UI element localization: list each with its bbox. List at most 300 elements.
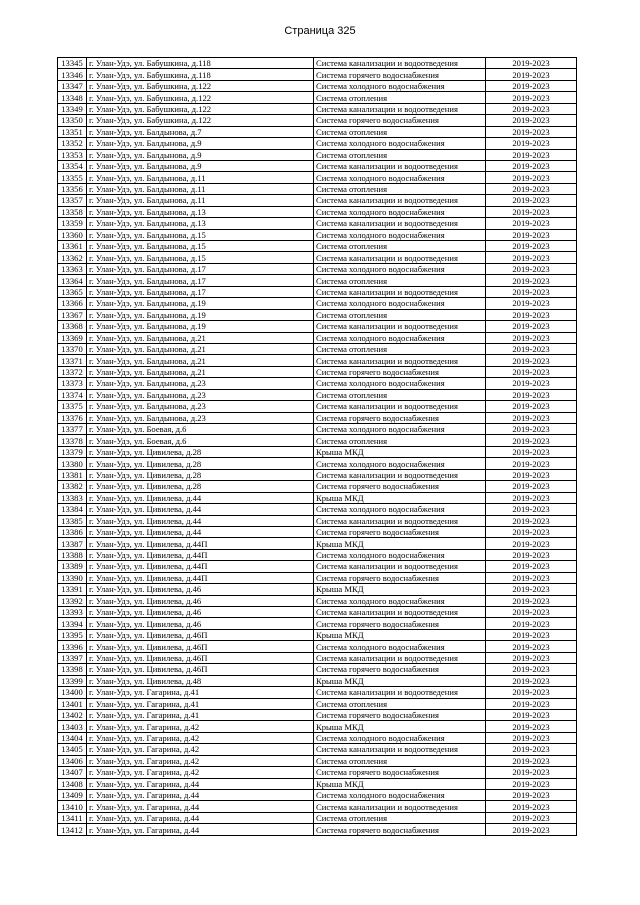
row-number-cell: 13359 bbox=[58, 218, 87, 229]
system-cell: Система отопления bbox=[314, 275, 486, 286]
address-cell: г. Улан-Удэ, ул. Гагарина, д.42 bbox=[87, 732, 314, 743]
system-cell: Система канализации и водоотведения bbox=[314, 469, 486, 480]
system-cell: Система канализации и водоотведения bbox=[314, 607, 486, 618]
system-cell: Система канализации и водоотведения bbox=[314, 355, 486, 366]
table-row bbox=[58, 652, 577, 663]
system-cell: Система холодного водоснабжения bbox=[314, 378, 486, 389]
table-row bbox=[58, 80, 577, 91]
period-cell: 2019-2023 bbox=[486, 549, 577, 560]
system-cell: Система холодного водоснабжения bbox=[314, 458, 486, 469]
period-cell: 2019-2023 bbox=[486, 618, 577, 629]
row-number-cell: 13355 bbox=[58, 172, 87, 183]
address-cell: г. Улан-Удэ, ул. Цивилева, д.44П bbox=[87, 572, 314, 583]
system-cell: Крыша МКД bbox=[314, 492, 486, 503]
row-number-cell: 13347 bbox=[58, 80, 87, 91]
system-cell: Система холодного водоснабжения bbox=[314, 504, 486, 515]
system-cell: Система холодного водоснабжения bbox=[314, 424, 486, 435]
system-cell: Крыша МКД bbox=[314, 538, 486, 549]
period-cell: 2019-2023 bbox=[486, 218, 577, 229]
system-cell: Система отопления bbox=[314, 435, 486, 446]
period-cell: 2019-2023 bbox=[486, 172, 577, 183]
system-cell: Система холодного водоснабжения bbox=[314, 595, 486, 606]
row-number-cell: 13381 bbox=[58, 469, 87, 480]
system-cell: Система горячего водоснабжения bbox=[314, 412, 486, 423]
table-row bbox=[58, 435, 577, 446]
system-cell: Система отопления bbox=[314, 389, 486, 400]
table-row bbox=[58, 515, 577, 526]
row-number-cell: 13373 bbox=[58, 378, 87, 389]
address-cell: г. Улан-Удэ, ул. Цивилева, д.28 bbox=[87, 458, 314, 469]
period-cell: 2019-2023 bbox=[486, 183, 577, 194]
period-cell: 2019-2023 bbox=[486, 412, 577, 423]
period-cell: 2019-2023 bbox=[486, 149, 577, 160]
address-cell: г. Улан-Удэ, ул. Гагарина, д.42 bbox=[87, 744, 314, 755]
table-row bbox=[58, 206, 577, 217]
table-row bbox=[58, 309, 577, 320]
system-cell: Система холодного водоснабжения bbox=[314, 80, 486, 91]
period-cell: 2019-2023 bbox=[486, 767, 577, 778]
address-cell: г. Улан-Удэ, ул. Цивилева, д.28 bbox=[87, 469, 314, 480]
table-row bbox=[58, 343, 577, 354]
address-cell: г. Улан-Удэ, ул. Цивилева, д.44 bbox=[87, 515, 314, 526]
period-cell: 2019-2023 bbox=[486, 595, 577, 606]
row-number-cell: 13346 bbox=[58, 69, 87, 80]
address-cell: г. Улан-Удэ, ул. Балдынова, д.9 bbox=[87, 138, 314, 149]
address-cell: г. Улан-Удэ, ул. Цивилева, д.46 bbox=[87, 584, 314, 595]
address-cell: г. Улан-Удэ, ул. Боевая, д.6 bbox=[87, 435, 314, 446]
row-number-cell: 13390 bbox=[58, 572, 87, 583]
table-row bbox=[58, 183, 577, 194]
table-row bbox=[58, 687, 577, 698]
table-row bbox=[58, 675, 577, 686]
period-cell: 2019-2023 bbox=[486, 115, 577, 126]
system-cell: Система отопления bbox=[314, 126, 486, 137]
table-row bbox=[58, 103, 577, 114]
period-cell: 2019-2023 bbox=[486, 778, 577, 789]
row-number-cell: 13370 bbox=[58, 343, 87, 354]
row-number-cell: 13348 bbox=[58, 92, 87, 103]
table-row bbox=[58, 549, 577, 560]
row-number-cell: 13369 bbox=[58, 332, 87, 343]
row-number-cell: 13368 bbox=[58, 321, 87, 332]
address-cell: г. Улан-Удэ, ул. Балдынова, д.13 bbox=[87, 206, 314, 217]
system-cell: Система холодного водоснабжения bbox=[314, 641, 486, 652]
row-number-cell: 13406 bbox=[58, 755, 87, 766]
system-cell: Система канализации и водоотведения bbox=[314, 58, 486, 69]
address-cell: г. Улан-Удэ, ул. Балдынова, д.7 bbox=[87, 126, 314, 137]
period-cell: 2019-2023 bbox=[486, 481, 577, 492]
period-cell: 2019-2023 bbox=[486, 355, 577, 366]
system-cell: Система отопления bbox=[314, 343, 486, 354]
row-number-cell: 13351 bbox=[58, 126, 87, 137]
address-cell: г. Улан-Удэ, ул. Цивилева, д.46П bbox=[87, 664, 314, 675]
period-cell: 2019-2023 bbox=[486, 687, 577, 698]
address-cell: г. Улан-Удэ, ул. Гагарина, д.44 bbox=[87, 778, 314, 789]
period-cell: 2019-2023 bbox=[486, 629, 577, 640]
system-cell: Крыша МКД bbox=[314, 584, 486, 595]
system-cell: Система канализации и водоотведения bbox=[314, 252, 486, 263]
address-cell: г. Улан-Удэ, ул. Балдынова, д.23 bbox=[87, 378, 314, 389]
registry-table bbox=[57, 57, 577, 836]
table-row bbox=[58, 286, 577, 297]
period-cell: 2019-2023 bbox=[486, 252, 577, 263]
system-cell: Система горячего водоснабжения bbox=[314, 767, 486, 778]
address-cell: г. Улан-Удэ, ул. Балдынова, д.19 bbox=[87, 321, 314, 332]
system-cell: Система отопления bbox=[314, 698, 486, 709]
period-cell: 2019-2023 bbox=[486, 607, 577, 618]
period-cell: 2019-2023 bbox=[486, 458, 577, 469]
row-number-cell: 13361 bbox=[58, 241, 87, 252]
period-cell: 2019-2023 bbox=[486, 195, 577, 206]
period-cell: 2019-2023 bbox=[486, 641, 577, 652]
address-cell: г. Улан-Удэ, ул. Цивилева, д.46П bbox=[87, 629, 314, 640]
address-cell: г. Улан-Удэ, ул. Гагарина, д.44 bbox=[87, 790, 314, 801]
address-cell: г. Улан-Удэ, ул. Балдынова, д.11 bbox=[87, 195, 314, 206]
address-cell: г. Улан-Удэ, ул. Цивилева, д.48 bbox=[87, 675, 314, 686]
period-cell: 2019-2023 bbox=[486, 790, 577, 801]
system-cell: Система канализации и водоотведения bbox=[314, 103, 486, 114]
system-cell: Крыша МКД bbox=[314, 675, 486, 686]
system-cell: Система канализации и водоотведения bbox=[314, 218, 486, 229]
table-row bbox=[58, 755, 577, 766]
table-row bbox=[58, 469, 577, 480]
system-cell: Система горячего водоснабжения bbox=[314, 572, 486, 583]
system-cell: Система горячего водоснабжения bbox=[314, 824, 486, 835]
row-number-cell: 13410 bbox=[58, 801, 87, 812]
row-number-cell: 13371 bbox=[58, 355, 87, 366]
period-cell: 2019-2023 bbox=[486, 160, 577, 171]
address-cell: г. Улан-Удэ, ул. Боевая, д.6 bbox=[87, 424, 314, 435]
table-row bbox=[58, 126, 577, 137]
table-row bbox=[58, 401, 577, 412]
row-number-cell: 13396 bbox=[58, 641, 87, 652]
system-cell: Система холодного водоснабжения bbox=[314, 138, 486, 149]
table-row bbox=[58, 195, 577, 206]
table-row bbox=[58, 561, 577, 572]
table-row bbox=[58, 629, 577, 640]
address-cell: г. Улан-Удэ, ул. Балдынова, д.13 bbox=[87, 218, 314, 229]
table-row bbox=[58, 492, 577, 503]
period-cell: 2019-2023 bbox=[486, 504, 577, 515]
address-cell: г. Улан-Удэ, ул. Цивилева, д.46 bbox=[87, 607, 314, 618]
row-number-cell: 13409 bbox=[58, 790, 87, 801]
period-cell: 2019-2023 bbox=[486, 744, 577, 755]
system-cell: Крыша МКД bbox=[314, 446, 486, 457]
system-cell: Система канализации и водоотведения bbox=[314, 160, 486, 171]
address-cell: г. Улан-Удэ, ул. Цивилева, д.44 bbox=[87, 504, 314, 515]
system-cell: Система отопления bbox=[314, 149, 486, 160]
period-cell: 2019-2023 bbox=[486, 561, 577, 572]
system-cell: Крыша МКД bbox=[314, 721, 486, 732]
system-cell: Система канализации и водоотведения bbox=[314, 195, 486, 206]
row-number-cell: 13405 bbox=[58, 744, 87, 755]
row-number-cell: 13375 bbox=[58, 401, 87, 412]
address-cell: г. Улан-Удэ, ул. Балдынова, д.23 bbox=[87, 389, 314, 400]
period-cell: 2019-2023 bbox=[486, 229, 577, 240]
system-cell: Система горячего водоснабжения bbox=[314, 618, 486, 629]
address-cell: г. Улан-Удэ, ул. Балдынова, д.23 bbox=[87, 401, 314, 412]
period-cell: 2019-2023 bbox=[486, 389, 577, 400]
address-cell: г. Улан-Удэ, ул. Балдынова, д.15 bbox=[87, 252, 314, 263]
table-row bbox=[58, 241, 577, 252]
row-number-cell: 13398 bbox=[58, 664, 87, 675]
system-cell: Система отопления bbox=[314, 92, 486, 103]
address-cell: г. Улан-Удэ, ул. Балдынова, д.21 bbox=[87, 355, 314, 366]
address-cell: г. Улан-Удэ, ул. Цивилева, д.46 bbox=[87, 618, 314, 629]
table-row bbox=[58, 744, 577, 755]
address-cell: г. Улан-Удэ, ул. Балдынова, д.15 bbox=[87, 241, 314, 252]
row-number-cell: 13382 bbox=[58, 481, 87, 492]
table-row bbox=[58, 378, 577, 389]
period-cell: 2019-2023 bbox=[486, 69, 577, 80]
address-cell: г. Улан-Удэ, ул. Балдынова, д.21 bbox=[87, 366, 314, 377]
table-row bbox=[58, 584, 577, 595]
system-cell: Система горячего водоснабжения bbox=[314, 664, 486, 675]
period-cell: 2019-2023 bbox=[486, 824, 577, 835]
period-cell: 2019-2023 bbox=[486, 366, 577, 377]
system-cell: Система холодного водоснабжения bbox=[314, 790, 486, 801]
period-cell: 2019-2023 bbox=[486, 675, 577, 686]
address-cell: г. Улан-Удэ, ул. Цивилева, д.44 bbox=[87, 526, 314, 537]
table-row bbox=[58, 298, 577, 309]
address-cell: г. Улан-Удэ, ул. Балдынова, д.17 bbox=[87, 286, 314, 297]
system-cell: Система канализации и водоотведения bbox=[314, 744, 486, 755]
period-cell: 2019-2023 bbox=[486, 424, 577, 435]
table-row bbox=[58, 778, 577, 789]
table-row bbox=[58, 572, 577, 583]
period-cell: 2019-2023 bbox=[486, 138, 577, 149]
row-number-cell: 13358 bbox=[58, 206, 87, 217]
period-cell: 2019-2023 bbox=[486, 492, 577, 503]
period-cell: 2019-2023 bbox=[486, 721, 577, 732]
row-number-cell: 13363 bbox=[58, 263, 87, 274]
system-cell: Система горячего водоснабжения bbox=[314, 115, 486, 126]
system-cell: Система холодного водоснабжения bbox=[314, 732, 486, 743]
row-number-cell: 13356 bbox=[58, 183, 87, 194]
address-cell: г. Улан-Удэ, ул. Балдынова, д.17 bbox=[87, 263, 314, 274]
table-row bbox=[58, 149, 577, 160]
address-cell: г. Улан-Удэ, ул. Гагарина, д.42 bbox=[87, 767, 314, 778]
row-number-cell: 13367 bbox=[58, 309, 87, 320]
system-cell: Система канализации и водоотведения bbox=[314, 286, 486, 297]
address-cell: г. Улан-Удэ, ул. Балдынова, д.23 bbox=[87, 412, 314, 423]
address-cell: г. Улан-Удэ, ул. Цивилева, д.44 bbox=[87, 492, 314, 503]
period-cell: 2019-2023 bbox=[486, 275, 577, 286]
system-cell: Система канализации и водоотведения bbox=[314, 561, 486, 572]
row-number-cell: 13385 bbox=[58, 515, 87, 526]
address-cell: г. Улан-Удэ, ул. Балдынова, д.11 bbox=[87, 172, 314, 183]
address-cell: г. Улан-Удэ, ул. Гагарина, д.42 bbox=[87, 755, 314, 766]
period-cell: 2019-2023 bbox=[486, 343, 577, 354]
table-row bbox=[58, 504, 577, 515]
table-row bbox=[58, 481, 577, 492]
row-number-cell: 13394 bbox=[58, 618, 87, 629]
system-cell: Система канализации и водоотведения bbox=[314, 321, 486, 332]
row-number-cell: 13403 bbox=[58, 721, 87, 732]
system-cell: Система горячего водоснабжения bbox=[314, 69, 486, 80]
period-cell: 2019-2023 bbox=[486, 755, 577, 766]
table-row bbox=[58, 69, 577, 80]
system-cell: Крыша МКД bbox=[314, 778, 486, 789]
address-cell: г. Улан-Удэ, ул. Балдынова, д.19 bbox=[87, 298, 314, 309]
period-cell: 2019-2023 bbox=[486, 332, 577, 343]
table-row bbox=[58, 824, 577, 835]
row-number-cell: 13389 bbox=[58, 561, 87, 572]
system-cell: Система отопления bbox=[314, 183, 486, 194]
table-row bbox=[58, 801, 577, 812]
table-row bbox=[58, 58, 577, 69]
table-row bbox=[58, 389, 577, 400]
period-cell: 2019-2023 bbox=[486, 812, 577, 823]
page-title: Страница 325 bbox=[284, 25, 356, 37]
system-cell: Система отопления bbox=[314, 755, 486, 766]
system-cell: Система холодного водоснабжения bbox=[314, 263, 486, 274]
system-cell: Система холодного водоснабжения bbox=[314, 549, 486, 560]
system-cell: Система холодного водоснабжения bbox=[314, 172, 486, 183]
period-cell: 2019-2023 bbox=[486, 584, 577, 595]
system-cell: Система отопления bbox=[314, 241, 486, 252]
period-cell: 2019-2023 bbox=[486, 298, 577, 309]
table-row bbox=[58, 664, 577, 675]
row-number-cell: 13393 bbox=[58, 607, 87, 618]
row-number-cell: 13366 bbox=[58, 298, 87, 309]
address-cell: г. Улан-Удэ, ул. Гагарина, д.44 bbox=[87, 801, 314, 812]
period-cell: 2019-2023 bbox=[486, 572, 577, 583]
row-number-cell: 13379 bbox=[58, 446, 87, 457]
address-cell: г. Улан-Удэ, ул. Цивилева, д.46П bbox=[87, 652, 314, 663]
period-cell: 2019-2023 bbox=[486, 126, 577, 137]
row-number-cell: 13345 bbox=[58, 58, 87, 69]
address-cell: г. Улан-Удэ, ул. Балдынова, д.11 bbox=[87, 183, 314, 194]
address-cell: г. Улан-Удэ, ул. Балдынова, д.9 bbox=[87, 160, 314, 171]
period-cell: 2019-2023 bbox=[486, 92, 577, 103]
address-cell: г. Улан-Удэ, ул. Балдынова, д.15 bbox=[87, 229, 314, 240]
table-row bbox=[58, 115, 577, 126]
table-row bbox=[58, 641, 577, 652]
address-cell: г. Улан-Удэ, ул. Гагарина, д.44 bbox=[87, 824, 314, 835]
table-row bbox=[58, 92, 577, 103]
row-number-cell: 13386 bbox=[58, 526, 87, 537]
table-row bbox=[58, 366, 577, 377]
row-number-cell: 13391 bbox=[58, 584, 87, 595]
table-row bbox=[58, 332, 577, 343]
period-cell: 2019-2023 bbox=[486, 241, 577, 252]
table-row bbox=[58, 263, 577, 274]
table-row bbox=[58, 424, 577, 435]
period-cell: 2019-2023 bbox=[486, 652, 577, 663]
row-number-cell: 13362 bbox=[58, 252, 87, 263]
table-row bbox=[58, 252, 577, 263]
table-row bbox=[58, 538, 577, 549]
system-cell: Система холодного водоснабжения bbox=[314, 229, 486, 240]
table-row bbox=[58, 446, 577, 457]
system-cell: Система холодного водоснабжения bbox=[314, 298, 486, 309]
system-cell: Система канализации и водоотведения bbox=[314, 652, 486, 663]
row-number-cell: 13384 bbox=[58, 504, 87, 515]
system-cell: Система горячего водоснабжения bbox=[314, 366, 486, 377]
table-row bbox=[58, 458, 577, 469]
period-cell: 2019-2023 bbox=[486, 538, 577, 549]
table-row bbox=[58, 526, 577, 537]
row-number-cell: 13353 bbox=[58, 149, 87, 160]
row-number-cell: 13412 bbox=[58, 824, 87, 835]
table-row bbox=[58, 618, 577, 629]
period-cell: 2019-2023 bbox=[486, 801, 577, 812]
row-number-cell: 13392 bbox=[58, 595, 87, 606]
address-cell: г. Улан-Удэ, ул. Гагарина, д.41 bbox=[87, 709, 314, 720]
system-cell: Система канализации и водоотведения bbox=[314, 687, 486, 698]
address-cell: г. Улан-Удэ, ул. Гагарина, д.44 bbox=[87, 812, 314, 823]
system-cell: Система канализации и водоотведения bbox=[314, 401, 486, 412]
system-cell: Система холодного водоснабжения bbox=[314, 206, 486, 217]
row-number-cell: 13395 bbox=[58, 629, 87, 640]
row-number-cell: 13365 bbox=[58, 286, 87, 297]
row-number-cell: 13411 bbox=[58, 812, 87, 823]
period-cell: 2019-2023 bbox=[486, 526, 577, 537]
row-number-cell: 13364 bbox=[58, 275, 87, 286]
row-number-cell: 13350 bbox=[58, 115, 87, 126]
period-cell: 2019-2023 bbox=[486, 435, 577, 446]
row-number-cell: 13357 bbox=[58, 195, 87, 206]
address-cell: г. Улан-Удэ, ул. Бабушкина, д.122 bbox=[87, 92, 314, 103]
system-cell: Система отопления bbox=[314, 812, 486, 823]
table-row bbox=[58, 595, 577, 606]
address-cell: г. Улан-Удэ, ул. Цивилева, д.44П bbox=[87, 538, 314, 549]
row-number-cell: 13376 bbox=[58, 412, 87, 423]
period-cell: 2019-2023 bbox=[486, 469, 577, 480]
table-row bbox=[58, 160, 577, 171]
period-cell: 2019-2023 bbox=[486, 446, 577, 457]
table-row bbox=[58, 355, 577, 366]
period-cell: 2019-2023 bbox=[486, 286, 577, 297]
period-cell: 2019-2023 bbox=[486, 58, 577, 69]
address-cell: г. Улан-Удэ, ул. Бабушкина, д.118 bbox=[87, 69, 314, 80]
registry-table-body bbox=[58, 58, 577, 836]
row-number-cell: 13404 bbox=[58, 732, 87, 743]
table-row bbox=[58, 218, 577, 229]
period-cell: 2019-2023 bbox=[486, 309, 577, 320]
address-cell: г. Улан-Удэ, ул. Балдынова, д.17 bbox=[87, 275, 314, 286]
row-number-cell: 13383 bbox=[58, 492, 87, 503]
table-row bbox=[58, 767, 577, 778]
table-row bbox=[58, 172, 577, 183]
table-row bbox=[58, 698, 577, 709]
address-cell: г. Улан-Удэ, ул. Гагарина, д.41 bbox=[87, 687, 314, 698]
period-cell: 2019-2023 bbox=[486, 378, 577, 389]
system-cell: Система горячего водоснабжения bbox=[314, 709, 486, 720]
period-cell: 2019-2023 bbox=[486, 103, 577, 114]
address-cell: г. Улан-Удэ, ул. Цивилева, д.46 bbox=[87, 595, 314, 606]
row-number-cell: 13380 bbox=[58, 458, 87, 469]
system-cell: Система канализации и водоотведения bbox=[314, 515, 486, 526]
period-cell: 2019-2023 bbox=[486, 263, 577, 274]
row-number-cell: 13352 bbox=[58, 138, 87, 149]
table-row bbox=[58, 321, 577, 332]
address-cell: г. Улан-Удэ, ул. Бабушкина, д.118 bbox=[87, 58, 314, 69]
row-number-cell: 13360 bbox=[58, 229, 87, 240]
row-number-cell: 13377 bbox=[58, 424, 87, 435]
table-row bbox=[58, 812, 577, 823]
row-number-cell: 13397 bbox=[58, 652, 87, 663]
row-number-cell: 13372 bbox=[58, 366, 87, 377]
table-row bbox=[58, 229, 577, 240]
row-number-cell: 13388 bbox=[58, 549, 87, 560]
row-number-cell: 13387 bbox=[58, 538, 87, 549]
system-cell: Система горячего водоснабжения bbox=[314, 526, 486, 537]
period-cell: 2019-2023 bbox=[486, 321, 577, 332]
table-row bbox=[58, 732, 577, 743]
table-row bbox=[58, 138, 577, 149]
